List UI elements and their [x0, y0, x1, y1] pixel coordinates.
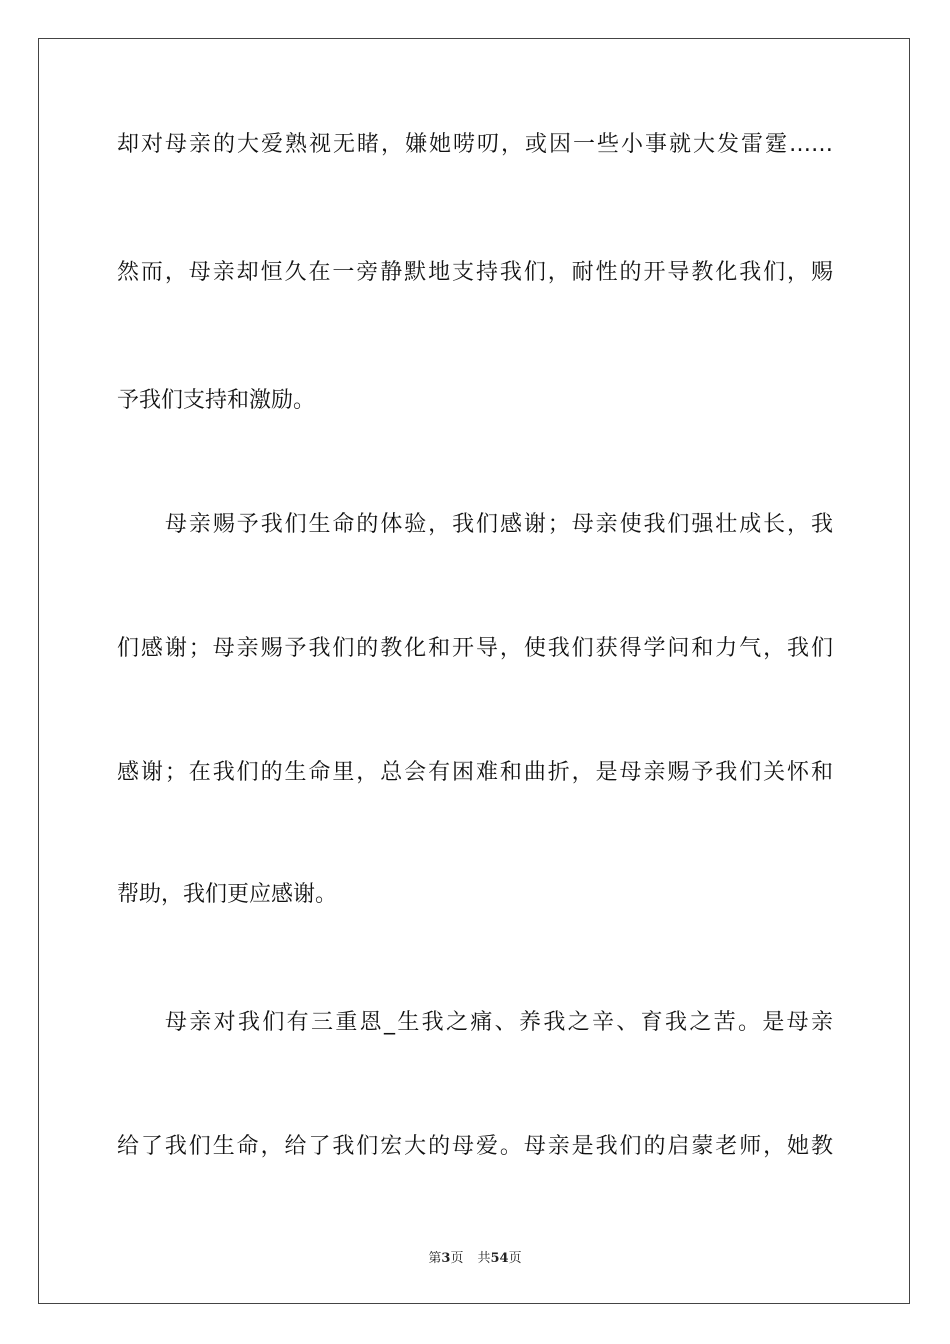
body-text-line: 给了我们生命，给了我们宏大的母爱。母亲是我们的启蒙老师，她教 — [117, 1134, 833, 1159]
total-suffix: 页 — [508, 1251, 522, 1266]
page-border — [38, 38, 910, 1304]
body-text-line: 们感谢；母亲赐予我们的教化和开导，使我们获得学问和力气，我们 — [117, 636, 833, 661]
body-text-line: 然而，母亲却恒久在一旁静默地支持我们，耐性的开导教化我们，赐 — [117, 260, 833, 285]
paragraph-first-line: 母亲赐予我们生命的体验，我们感谢；母亲使我们强壮成长，我 — [165, 512, 833, 537]
page-suffix: 页 — [450, 1251, 464, 1266]
body-text-line: 却对母亲的大爱熟视无睹，嫌她唠叨，或因一些小事就大发雷霆…… — [117, 132, 833, 157]
body-text-line: 予我们支持和激励。 — [117, 388, 316, 413]
body-text-line: 帮助，我们更应感谢。 — [117, 882, 338, 907]
page-number: 3 — [441, 1251, 451, 1266]
page-footer — [0, 1247, 950, 1266]
total-prefix: 共 — [477, 1251, 491, 1266]
page-prefix: 第 — [428, 1251, 442, 1266]
total-pages: 54 — [490, 1251, 509, 1266]
paragraph-first-line: 母亲对我们有三重恩_生我之痛、养我之辛、育我之苦。是母亲 — [165, 1010, 833, 1035]
body-text-line: 感谢；在我们的生命里，总会有困难和曲折，是母亲赐予我们关怀和 — [117, 760, 833, 785]
